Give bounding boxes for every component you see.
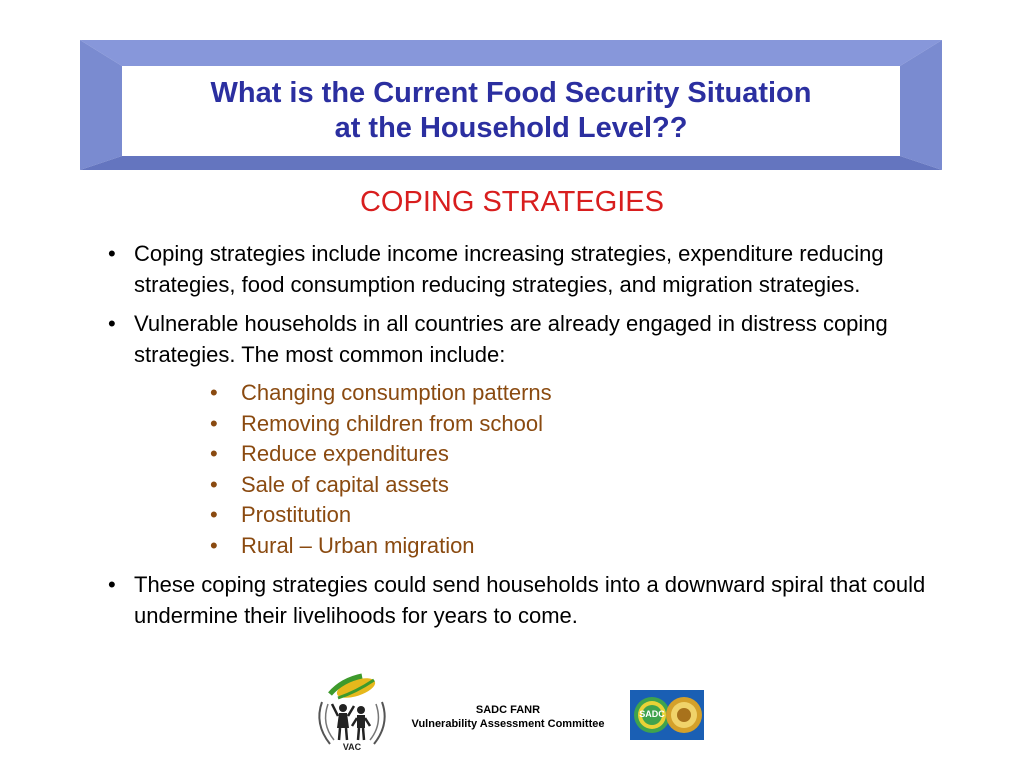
footer-caption <box>388 703 628 731</box>
title-line-1: What is the Current Food Security Situation <box>210 77 812 109</box>
sub-bullet-text: Prostitution <box>241 502 352 527</box>
bullet-item <box>108 308 928 370</box>
bullet-marker: • <box>210 502 218 527</box>
bullet-marker: • <box>108 572 116 597</box>
sub-bullet-text: Sale of capital assets <box>241 471 449 497</box>
bullet-marker: • <box>210 441 218 466</box>
sub-bullet-item <box>210 500 928 531</box>
bullet-marker: • <box>108 311 116 336</box>
bullet-list <box>108 238 928 639</box>
bullet-marker: • <box>210 410 218 436</box>
bullet-text: These coping strategies could send households into a downward spiral that could undermine their livelihoods for years to come. <box>134 572 926 628</box>
sub-bullet-text: Changing consumption patterns <box>241 380 552 405</box>
sub-bullet-text: Removing children from school <box>241 410 544 436</box>
sub-bullet-item <box>210 531 928 562</box>
title-line-2: at the Household Level?? <box>334 112 688 144</box>
sadc-emblem-label: SADC <box>639 709 665 719</box>
section-heading: COPING STRATEGIES <box>359 186 664 218</box>
footer-line-1: SADC FANR <box>475 704 541 716</box>
sub-bullet-list <box>210 378 928 561</box>
bullet-marker: • <box>210 380 218 405</box>
sadc-emblem <box>630 690 704 740</box>
sub-bullet-item <box>210 378 928 409</box>
sub-bullet-text: Reduce expenditures <box>241 441 449 466</box>
sub-bullet-item <box>210 439 928 470</box>
vac-logo <box>312 672 392 758</box>
bullet-marker: • <box>210 471 218 497</box>
bullet-text: Coping strategies include income increasing strategies, expenditure reducing strategies, food consumption reducing strategies, and migration strategies. <box>134 241 884 297</box>
slide-title <box>122 66 900 156</box>
vac-logo-label: VAC <box>342 742 362 752</box>
sub-bullet-item <box>210 470 928 501</box>
bullet-item <box>108 238 928 300</box>
bullet-item <box>108 569 928 631</box>
bullet-marker: • <box>210 532 218 558</box>
sub-bullet-text: Rural – Urban migration <box>241 532 475 558</box>
sub-bullet-item <box>210 409 928 440</box>
bullet-text: Vulnerable households in all countries are already engaged in distress coping strategies. The most common include: <box>134 311 888 367</box>
footer-line-2: Vulnerability Assessment Committee <box>411 718 605 730</box>
bullet-marker: • <box>108 241 116 266</box>
